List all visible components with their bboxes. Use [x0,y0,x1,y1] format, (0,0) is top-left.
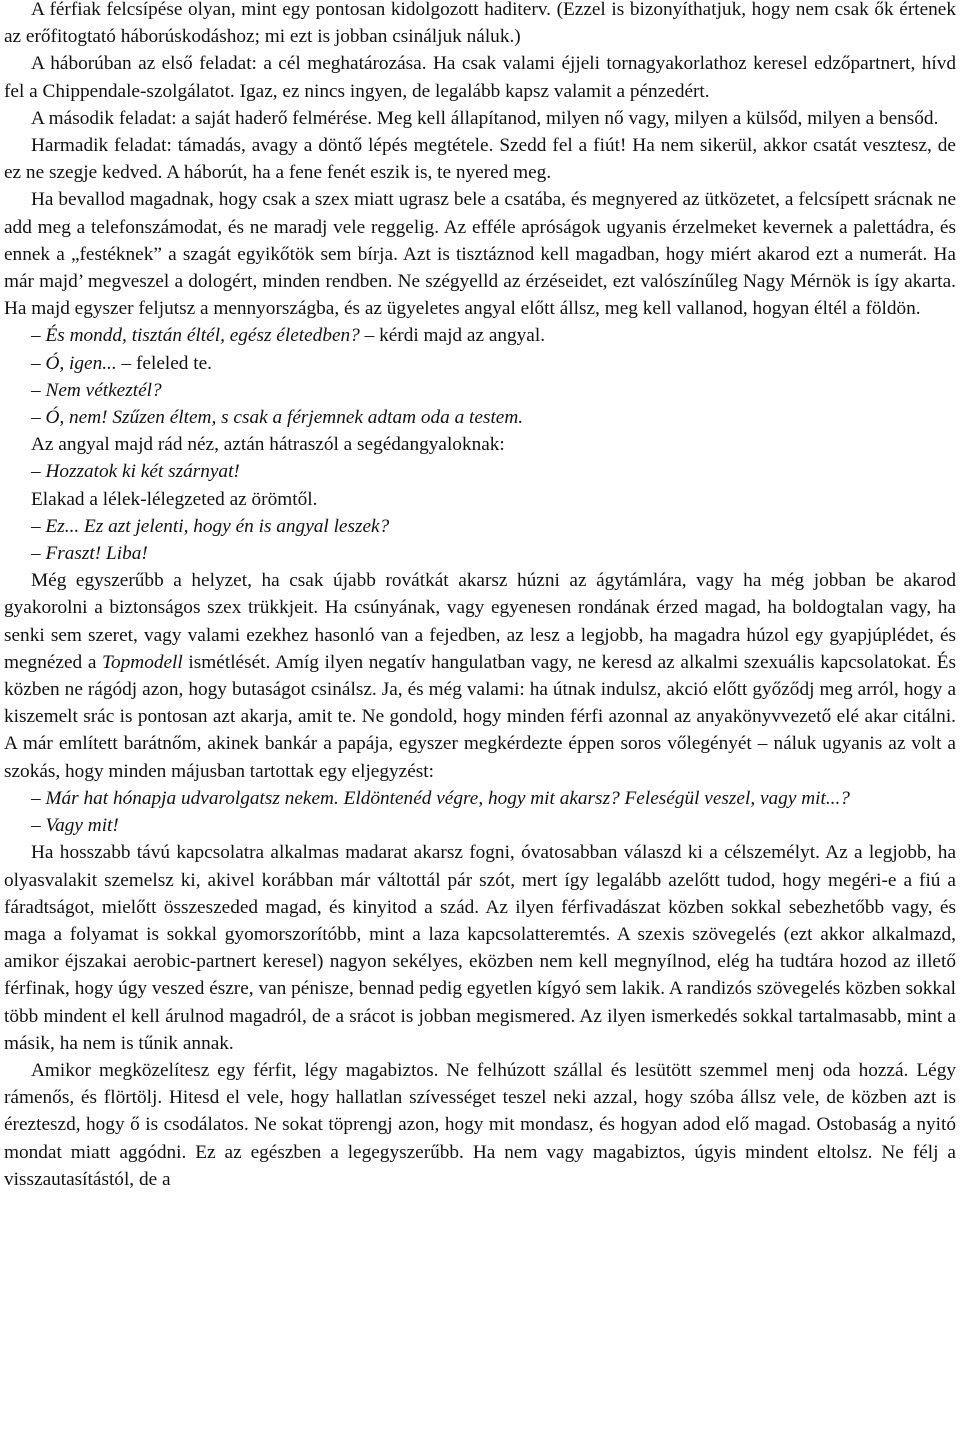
dialogue-line: – És mondd, tisztán éltél, egész életedben? – kérdi majd az angyal. [31,325,546,347]
dialogue-line: – Ó, nem! Szűzen éltem, s csak a férjemnek adtam oda a testem. [31,407,524,429]
dialogue-line: – Nem vétkeztél? [31,379,162,401]
dialogue-line: Elakad a lélek-lélegzeted az örömtől. [31,488,318,510]
body-paragraph: A második feladat: a saját haderő felmérése. Meg kell állapítanod, milyen nő vagy, milyen a külsőd, milyen a bensőd. [31,107,939,129]
body-paragraph: A háborúban az első feladat: a cél meghatározása. Ha csak valami éjjeli tornagyakorlathoz keresel edzőpartnert, hívd fel a Chippendale-szolgálatot. Igaz, ez nincs ingyen, de legalább kapsz valamit a pénzedért. [4,53,956,102]
dialogue-line: – Hozzatok ki két szárnyat! [31,461,240,483]
body-paragraph: Még egyszerűbb a helyzet, ha csak újabb rovátkát akarsz húzni az ágytámlára, vagy ha még jobban be akarod gyakorolni a biztonságos szex trükkjeit. Ha csúnyának, vagy egyenesen rondának érzed magad, ha boldogtalan vagy, ha senki sem szeret, vagy valami ezekhez hasonló van a fejedben, az lesz a legjobb, ha magadra húzol egy gyapjúplédet, és megnézed a Topmodell ismétlését. Amíg ilyen negatív hangulatban vagy, ne keresd az alkalmi szexuális kapcsolatokat. És közben ne rágódj azon, hogy butaságot csinálsz. Ja, és még valami: ha útnak indulsz, akció előtt győződj meg arról, hogy a kiszemelt srác is pontosan azt akarja, amit te. Ne gondold, hogy minden férfi azonnal az anyakönyvvezető elé akar citálni. A már említett barátnőm, akinek bankár a papája, egyszer megkérdezte éppen soros vőlegényét – náluk ugyanis az volt a szokás, hogy minden májusban tartottak egy eljegyzést: [4,570,956,782]
dialogue-line: – Ó, igen... – feleled te. [31,352,212,374]
body-paragraph: A férfiak felcsípése olyan, mint egy pontosan kidolgozott haditerv. (Ezzel is bizonyíthatjuk, hogy nem csak ők értenek az erőfitogtató háborúskodáshoz; mi ezt is jobban csináljuk náluk.) [4,0,956,48]
body-paragraph: Ha bevallod magadnak, hogy csak a szex miatt ugrasz bele a csatába, és megnyered az ütközetet, a felcsípett srácnak ne add meg a telefonszámodat, és ne maradj vele reggelig. Az efféle apróságok ugyanis érzelmeket kevernek a palettádra, és ennek a „festéknek” a szagát egyikőtök sem bírja. Azt is tisztáznod kell magadban, hogy miért akarod ezt a numerát. Ha már majd’ megveszel a dologért, minden rendben. Ne szégyelld az érzéseidet, ezt valószínűleg Nagy Mérnök is így akarta. Ha majd egyszer feljutsz a mennyországba, és az ügyeletes angyal előtt állsz, meg kell vallanod, hogyan éltél a földön. [4,189,956,320]
body-paragraph: Harmadik feladat: támadás, avagy a döntő lépés megtétele. Szedd fel a fiút! Ha nem sikerül, akkor csatát vesztesz, de ez ne szegje kedved. A háborút, ha a fene fenét eszik is, te nyered meg. [4,135,956,184]
dialogue-line: – Ez... Ez azt jelenti, hogy én is angyal leszek? [31,515,390,537]
dialogue-line: – Fraszt! Liba! [31,543,148,565]
body-paragraph: Amikor megközelítesz egy férfit, légy magabiztos. Ne felhúzott szállal és lesütött szemmel menj oda hozzá. Légy rámenős, és flörtölj. Hitesd el vele, hogy hallatlan szívességet teszel neki azzal, hogy szóba állsz vele, de közben azt is érezteszd, hogy ő is csodálatos. Ne sokat töprengj azon, hogy mit mondasz, és hogyan adod elő magad. Ostobaság a nyitó mondat miatt aggódni. Ez az egészben a legegyszerűbb. Ha nem vagy magabiztos, úgyis mindent eltolsz. Ne félj a visszautasítástól, de a [4,1059,956,1190]
dialogue-line: Az angyal majd rád néz, aztán hátraszól a segédangyaloknak: [31,434,505,456]
dialogue-line: – Vagy mit! [31,815,119,837]
body-paragraph: Ha hosszabb távú kapcsolatra alkalmas madarat akarsz fogni, óvatosabban válaszd ki a célszemélyt. Az a legjobb, ha olyasvalakit szemelsz ki, akivel korábban már váltottál pár szót, mert így legalább azelőtt tudod, hogy megéri-e a fiú a fáradtságot, mielőtt összeszeded magad, és kinyitod a szád. Az ilyen férfivadászat közben sokkal sebezhetőbb vagy, és maga a folyamat is sokkal gyomorszorítóbb, mint a laza kapcsolatteremtés. A szexis szövegelés (ezt akkor alkalmazd, amikor éjszakai aerobic-partnert keresel) nagyon sekélyes, eközben nem kell megnyílnod, elég ha tudtára hozod az illető férfinak, hogy úgy veszed észre, van pénisze, bennad pedig egyetlen kígyó sem lakik. A randizós szövegelés közben sokkal több mindent el kell árulnod magadról, de a srácot is jobban megismered. Az ilyen ismerkedés sokkal tartalmasabb, mint a másik, ha nem is tűnik annak. [4,842,956,1054]
dialogue-line: – Már hat hónapja udvarolgatsz nekem. Eldöntenéd végre, hogy mit akarsz? Feleségül veszel, vagy mit...? [31,787,850,809]
